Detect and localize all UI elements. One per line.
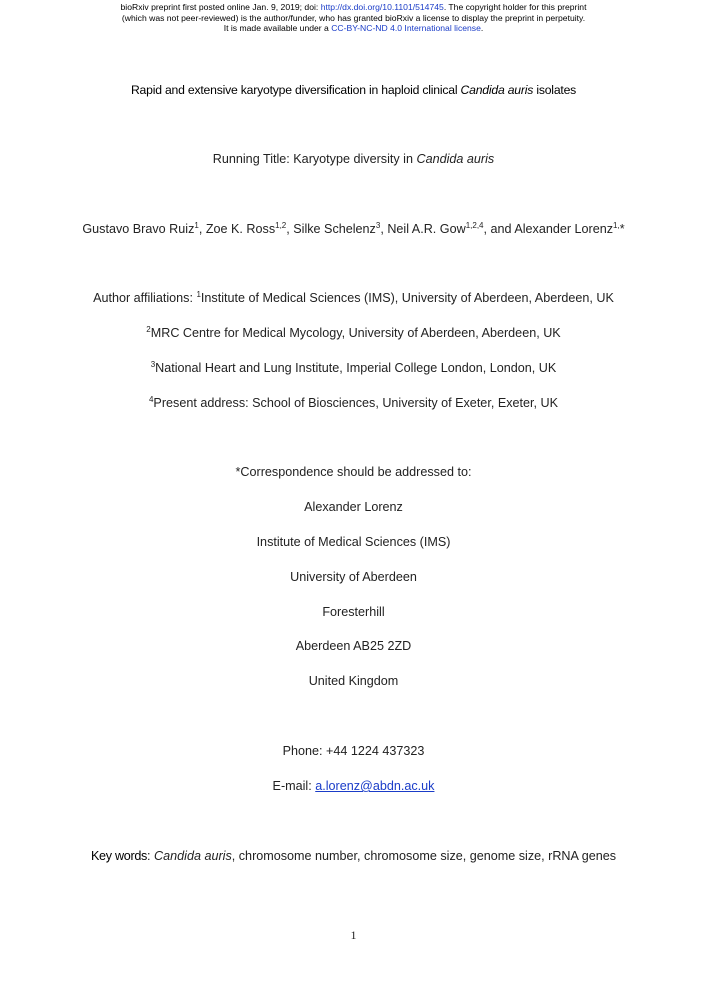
keywords-label: Key words: [90, 849, 148, 863]
author: Zoe K. Ross$^{1,2}$,: [205, 221, 294, 236]
author: Silke Schelenz$^3$,: [293, 221, 388, 236]
correspondence-university: University of Aberdeen: [290, 570, 417, 584]
banner-line-2: (which was not peer-reviewed) is the author/funder, who has granted bioRxiv a license to display the preprint in perpetuity.: [121, 12, 586, 23]
running-title: Running Title: Karyotype diversity in Candida auris: [212, 152, 495, 166]
preprint-banner: [0, 2, 707, 34]
paper-title: Rapid and extensive karyotype diversification in haploid clinical Candida auris isolates: [130, 83, 577, 97]
author-list: [0, 221, 707, 237]
affiliation-3: $^3$National Heart and Lung Institute, Imperial College London, London, UK: [150, 360, 557, 375]
page-number: 1: [350, 928, 357, 942]
email-line: E-mail: a.lorenz@abdn.ac.uk: [272, 779, 435, 793]
keywords: Key words: Candida auris, chromosome number, chromosome size, genome size, rRNA genes: [90, 849, 617, 863]
phone-number: Phone: +44 1224 437323: [282, 744, 425, 758]
running-title-species: Candida auris: [416, 152, 495, 166]
doi-link[interactable]: http://dx.doi.org/10.1101/514745: [320, 2, 444, 12]
title-species: Candida auris: [460, 83, 534, 97]
correspondence-postcode: Aberdeen AB25 2ZD: [295, 639, 412, 653]
correspondence-institute: Institute of Medical Sciences (IMS): [256, 535, 451, 549]
author: Alexander Lorenz$^{1,}$*: [514, 221, 625, 236]
banner-line-1: bioRxiv preprint first posted online Jan. 9, 2019; doi: http://dx.doi.org/10.1101/514745. The copyright holder for this preprint: [120, 2, 587, 12]
correspondence-name: Alexander Lorenz: [304, 500, 403, 514]
correspondence-country: United Kingdom: [308, 674, 399, 688]
affiliation-2: $^2$MRC Centre for Medical Mycology, University of Aberdeen, Aberdeen, UK: [146, 325, 561, 340]
correspondence-heading: *Correspondence should be addressed to:: [235, 465, 472, 479]
email-link[interactable]: a.lorenz@abdn.ac.uk: [315, 779, 435, 793]
author: Neil A.R. Gow$^{1,2,4}$, and: [387, 221, 515, 236]
author: Gustavo Bravo Ruiz$^1$,: [82, 221, 206, 236]
affiliation-4: $^4$Present address: School of Biosciences, University of Exeter, Exeter, UK: [148, 395, 559, 410]
keywords-species: Candida auris: [154, 849, 232, 863]
license-link[interactable]: CC-BY-NC-ND 4.0 International license: [331, 23, 481, 34]
correspondence-site: Foresterhill: [322, 605, 385, 619]
affiliation-1: Author affiliations: $^1$Institute of Medical Sciences (IMS), University of Aberdeen, Aberdeen, UK: [93, 290, 614, 305]
banner-line-3: It is made available under a CC-BY-NC-ND 4.0 International license.: [223, 23, 484, 34]
